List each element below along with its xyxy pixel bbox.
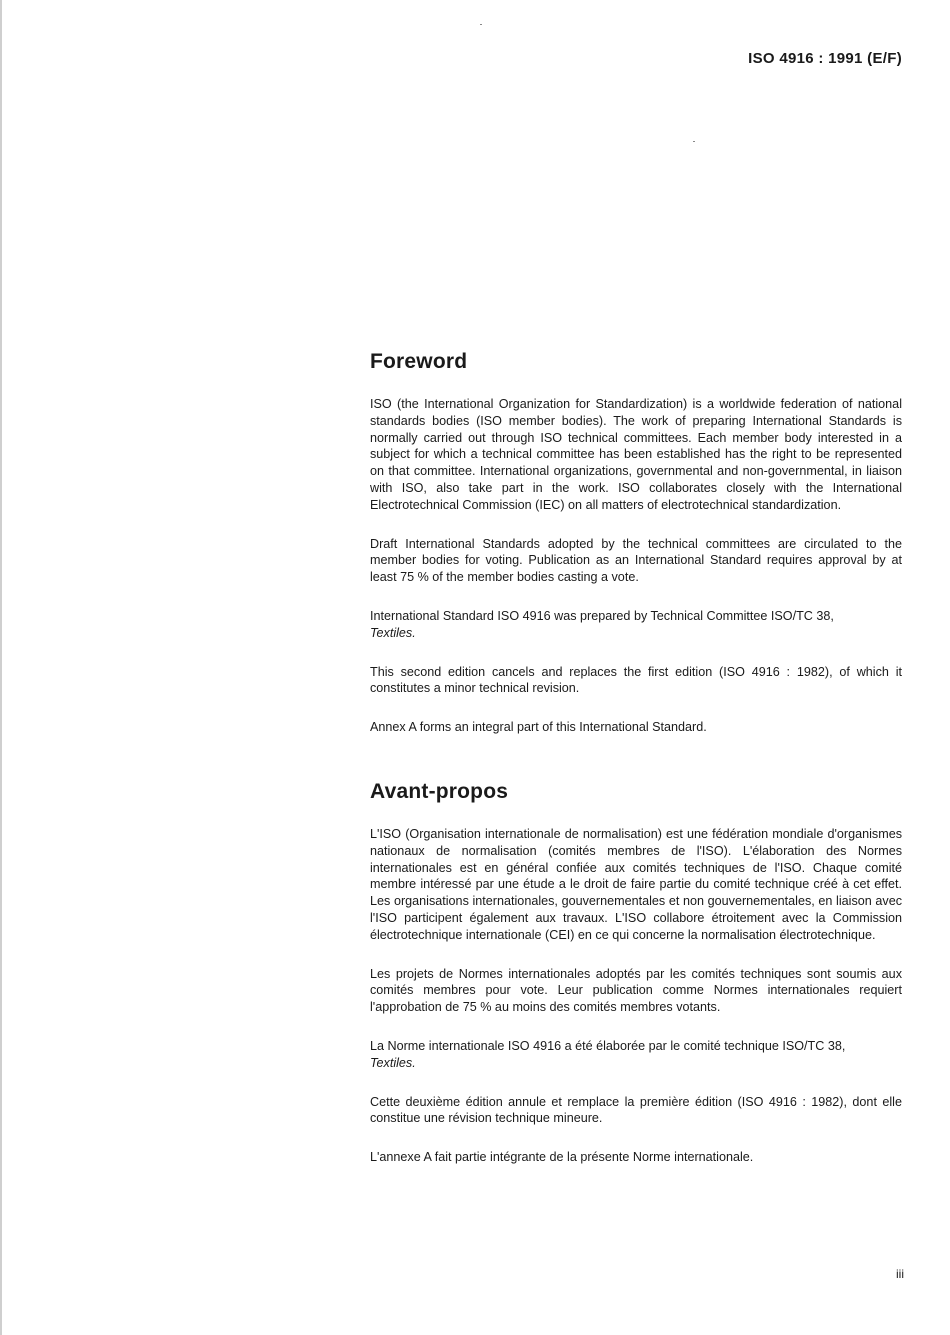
foreword-paragraph-1: ISO (the International Organization for Standardization) is a worldwide federation of national standards bodies (ISO member bodies). The work of preparing International Standards is normally carried out through ISO technical committees. Each member body interested in a subject for which a technical committee has been established has the right to be represented on that committee. International organizations, governmental and non-governmental, in liaison with ISO, also take part in the work. ISO collaborates closely with the International Electrotechnical Commission (IEC) on all matters of electrotechnical standardization. bbox=[370, 397, 902, 512]
document-identifier: ISO 4916 : 1991 (E/F) bbox=[748, 50, 902, 67]
page-number: iii bbox=[896, 1267, 904, 1281]
avant-propos-paragraph-3 bbox=[370, 1038, 902, 1072]
page-edge bbox=[0, 0, 2, 1335]
avant-propos-paragraph-1: L'ISO (Organisation internationale de normalisation) est une fédération mondiale d'organismes nationaux de normalisation (comités membres de l'ISO). L'élaboration des Normes internationales est en général confiée aux comités techniques de l'ISO. Chaque comité membre intéressé par une étude a le droit de faire partie du comité technique créé à cet effet. Les organisations internationales, gouvernementales et non gouvernementales, en liaison avec l'ISO participent également aux travaux. L'ISO collabore étroitement avec la Commission électrotechnique internationale (CEI) en ce qui concerne la normalisation électrotechnique. bbox=[370, 826, 902, 942]
avant-propos-heading: Avant-propos bbox=[370, 779, 509, 803]
foreword-paragraph-4: This second edition cancels and replaces the first edition (ISO 4916 : 1982), of which it constitutes a minor technical revision. bbox=[370, 664, 902, 696]
scan-speck bbox=[480, 24, 482, 25]
foreword-paragraph-3-committee: Textiles. bbox=[370, 625, 416, 640]
document-body bbox=[370, 347, 902, 1188]
avant-propos-section bbox=[370, 777, 902, 1166]
foreword-section bbox=[370, 347, 902, 736]
avant-propos-paragraph-3-committee: Textiles. bbox=[370, 1055, 416, 1070]
foreword-paragraph-3-text: International Standard ISO 4916 was prepared by Technical Committee ISO/TC 38, bbox=[370, 608, 834, 623]
avant-propos-paragraph-5: L'annexe A fait partie intégrante de la présente Norme internationale. bbox=[370, 1150, 754, 1165]
scan-speck bbox=[693, 141, 695, 142]
avant-propos-paragraph-3-text: La Norme internationale ISO 4916 a été élaborée par le comité technique ISO/TC 38, bbox=[370, 1038, 846, 1053]
foreword-heading: Foreword bbox=[370, 350, 468, 373]
foreword-paragraph-2: Draft International Standards adopted by the technical committees are circulated to the member bodies for voting. Publication as an International Standard requires approval by at least 75 % of the member bodies casting a vote. bbox=[370, 536, 902, 585]
avant-propos-paragraph-4: Cette deuxième édition annule et remplace la première édition (ISO 4916 : 1982), dont elle constitue une révision technique mineure. bbox=[370, 1094, 902, 1126]
avant-propos-paragraph-2: Les projets de Normes internationales adoptés par les comités techniques sont soumis aux comités membres pour vote. Leur publication comme Normes internationales requiert l'approbation de 75 % au moins des comités membres votants. bbox=[370, 966, 902, 1015]
foreword-paragraph-3 bbox=[370, 608, 902, 642]
foreword-paragraph-5: Annex A forms an integral part of this International Standard. bbox=[370, 720, 707, 735]
